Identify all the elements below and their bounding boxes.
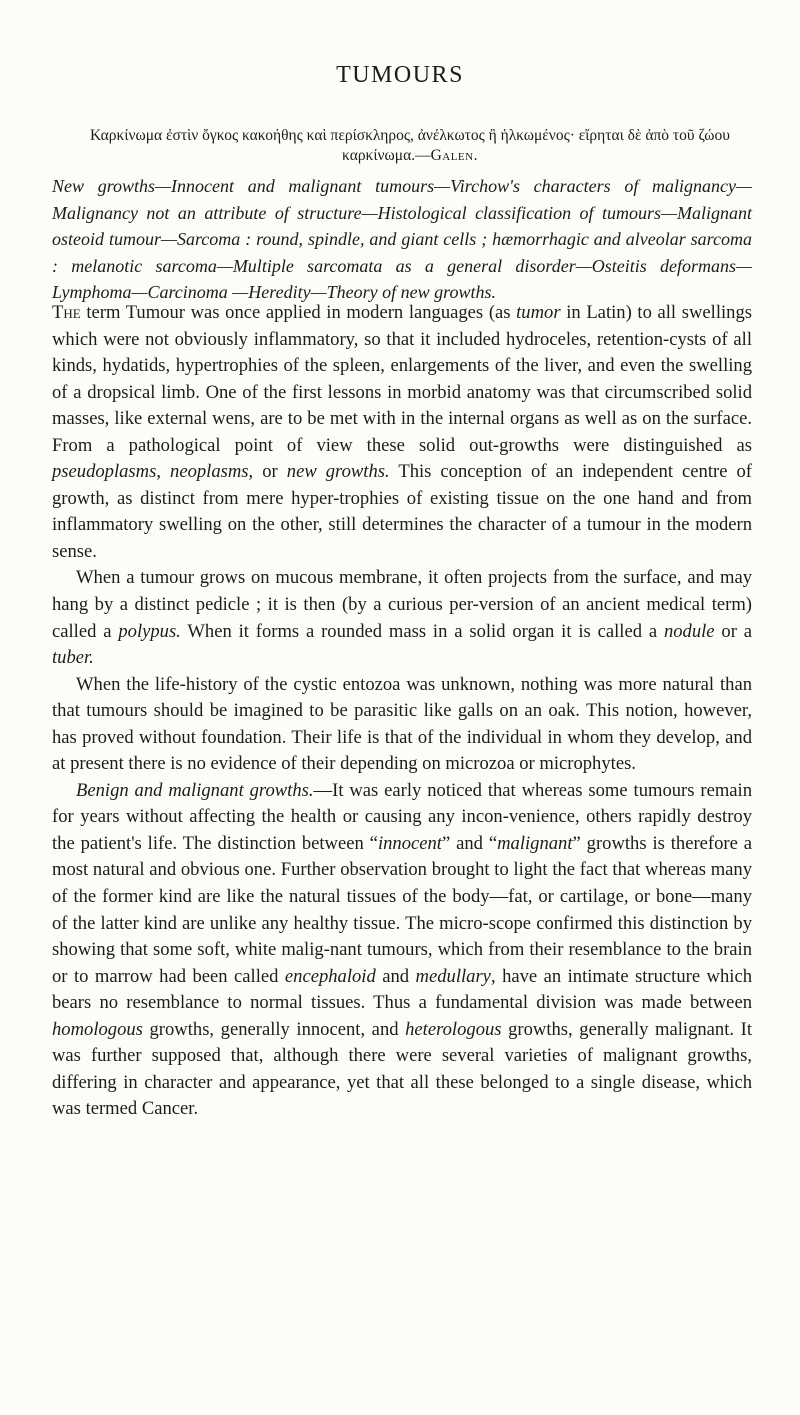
italic-term: new growths. <box>286 461 390 483</box>
chapter-summary: New growths—Innocent and malignant tumours—Virchow's characters of malignancy—Malignancy not an attribute of structure—Histological classification of tumours—Malignant osteoid tumour—Sarcoma : round, spindle, and giant cells ; hæmorrhagic and alveolar sarcoma : melanotic sarcoma—Multiple sarcomata as a general disorder—Osteitis deformans—Lymphoma—Carcinoma —Heredity—Theory of new growths. <box>52 176 752 302</box>
italic-term: encephaloid <box>284 965 376 987</box>
text-run: —It was early noticed that whereas some tumours remain for years without affecting the health or causing any incon-venience, others rapidly destroy the patient's life. The distinction between “ <box>52 779 752 854</box>
italic-heading: Benign and malignant growths. <box>76 779 314 801</box>
lead-word: The <box>52 302 81 323</box>
text-run: , have an intimate structure which bears no resemblance to normal tissues. Thus a fundamental division was made between <box>52 965 752 1014</box>
paragraph-benign-malignant <box>52 778 752 1123</box>
text-run: term Tumour was once applied in modern languages (as <box>80 302 517 323</box>
text-run: growths, generally malignant. It was further supposed that, although there were several varieties of malignant growths, differing in character and appearance, yet that all these belonged to a single disease, which was termed Cancer. <box>52 1018 752 1120</box>
text-run: When the life-history of the cystic entozoa was unknown, nothing was more natural than that tumours should be imagined to be parasitic like galls on an oak. This notion, however, has proved without foundation. Their life is that of the individual in whom they develop, and at present there is no evidence of their depending on microzoa or microphytes. <box>52 673 752 775</box>
text-run: ” and “ <box>441 832 498 854</box>
greek-epigraph <box>78 126 742 166</box>
paragraph-tumour-definition <box>52 300 752 565</box>
paragraph-parasitic-notion <box>52 672 752 778</box>
paragraph-polypus <box>52 565 752 671</box>
text-run: and <box>375 965 416 987</box>
text-run: This conception of an independent centre of growth, as distinct from mere hyper-trophies of existing tissue on the one hand and from inflammatory swelling on the other, still determines the character of a tumour in the modern sense. <box>52 461 752 562</box>
italic-term: tumor <box>516 302 561 323</box>
italic-term: neoplasms <box>170 461 249 483</box>
italic-term: pseudoplasms <box>52 461 157 483</box>
text-run: or a <box>714 620 752 642</box>
text-run: in Latin) to all swellings which were not obviously inflammatory, so that it included hydroceles, retention-cysts of all kinds, hydatids, hypertrophies of the spleen, enlargements of the liver, and even the swelling of a dropsical limb. One of the first lessons in morbid anatomy was that circumscribed solid masses, like external wens, are to be met with in the internal organs as well as on the surface. From a pathological point of view these solid out-growths were distinguished as <box>52 302 752 456</box>
italic-term: homologous <box>52 1018 143 1040</box>
text-run: , or <box>248 461 287 483</box>
epigraph-source: Galen. <box>430 147 478 164</box>
text-run: , <box>156 461 171 483</box>
italic-term: malignant <box>497 832 573 854</box>
italic-term: tuber. <box>52 647 94 669</box>
italic-term: heterologous <box>405 1018 502 1040</box>
chapter-body <box>52 300 752 1123</box>
italic-term: nodule <box>663 620 715 642</box>
chapter-title: TUMOURS <box>336 62 464 88</box>
text-run: When it forms a rounded mass in a solid organ it is called a <box>180 620 664 642</box>
text-run: growths, generally innocent, and <box>142 1018 406 1040</box>
italic-term: polypus. <box>118 620 181 642</box>
text-run: ” growths is therefore a most natural and obvious one. Further observation brought to light the fact that whereas many of the former kind are like the natural tissues of the body—fat, or cartilage, or bone—many of the latter kind are unlike any healthy tissue. The micro-scope confirmed this distinction by showing that some soft, white malig-nant tumours, which from their resemblance to the brain or to marrow had been called <box>52 832 752 987</box>
text-run: When a tumour grows on mucous membrane, it often projects from the surface, and may hang by a distinct pedicle ; it is then (by a curious per-version of an ancient medical term) called a <box>52 567 752 642</box>
italic-term: medullary <box>415 965 491 987</box>
italic-term: innocent <box>377 832 442 854</box>
epigraph-quote: Καρκίνωμα ἐστὶν ὄγκος κακοήθης καὶ περίσκληρος, ἀνέλκωτος ἢ ἡλκωμένος· εἴρηται δὲ ἀπὸ τοῦ ζώου καρκίνωμα.— <box>90 127 730 164</box>
